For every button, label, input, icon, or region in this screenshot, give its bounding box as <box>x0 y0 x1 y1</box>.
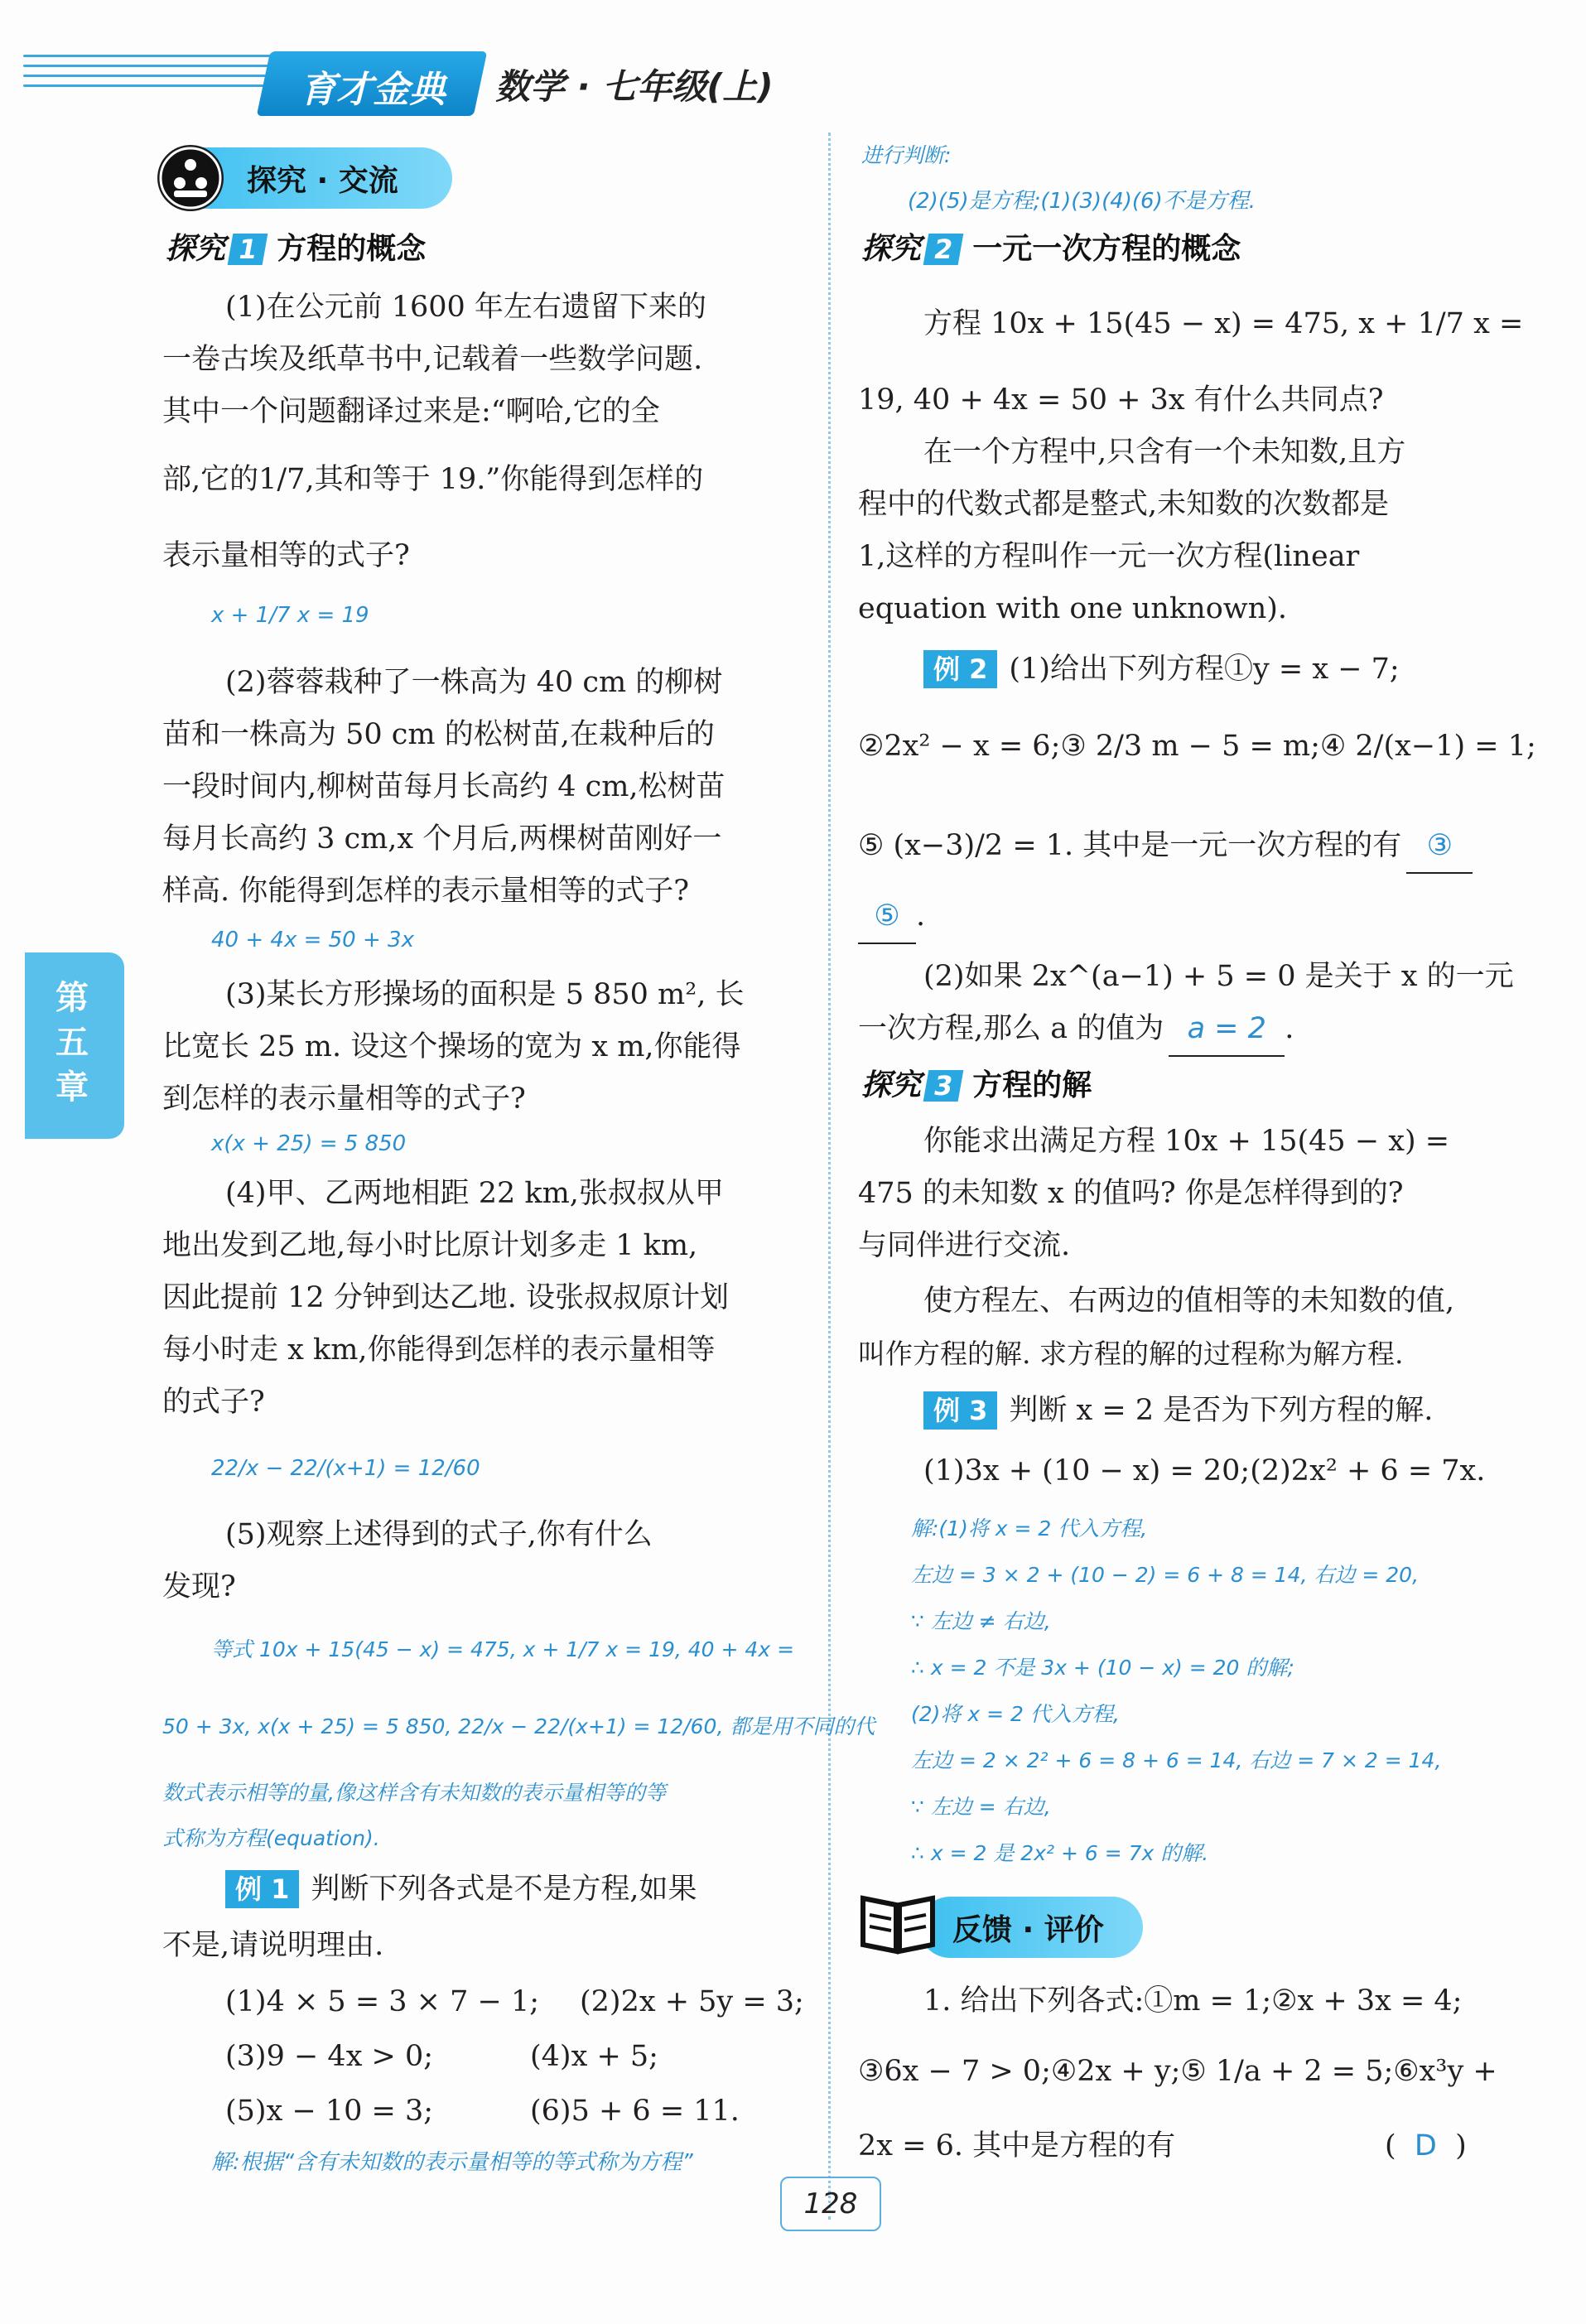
people-icon <box>157 145 224 211</box>
example1-item: (6)5 + 6 = 11. <box>530 2095 740 2128</box>
explore3-number: 3 <box>923 1070 964 1102</box>
example1-line: 不是,请说明理由. <box>162 1929 384 1962</box>
book-icon <box>858 1887 938 1956</box>
answer-1: x + 1/7 x = 19 <box>211 603 369 628</box>
explore2-text: 1,这样的方程叫作一元一次方程(linear <box>858 540 1360 573</box>
q2-line: 每月长高约 3 cm,x 个月后,两棵树苗刚好一 <box>162 822 722 856</box>
example3-solution: ∴ x = 2 不是 3x + (10 − x) = 20 的解; <box>911 1656 1294 1680</box>
example2-answer1-cont: ⑤ <box>858 890 916 944</box>
feedback-q1-answer: D <box>1414 2129 1437 2162</box>
q4-line: 地出发到乙地,每小时比原计划多走 1 km, <box>162 1229 698 1262</box>
q3-line: 比宽长 25 m. 设这个操场的宽为 x m,你能得 <box>162 1030 741 1063</box>
example2-line <box>858 820 1473 874</box>
q3-line: 到怎样的表示量相等的式子? <box>162 1082 526 1116</box>
example2-text: (1)给出下列方程①y = x − 7; <box>1009 653 1400 686</box>
example1-item: (4)x + 5; <box>530 2040 658 2073</box>
feedback-q1-choice: ( D ) <box>1385 2129 1467 2162</box>
example2-line: ⑤ . <box>858 890 925 944</box>
explore2-number: 2 <box>923 234 964 265</box>
example1-item: (1)4 × 5 = 3 × 7 − 1; <box>225 1985 540 2018</box>
example3-label: 例 3 <box>923 1391 997 1430</box>
explore3-text: 你能求出满足方程 10x + 15(45 − x) = <box>923 1125 1450 1158</box>
answer-3: x(x + 25) = 5 850 <box>211 1131 407 1156</box>
chapter-tab-label: 第五章 <box>55 979 89 1107</box>
example3-solution: 左边 = 2 × 2² + 6 = 8 + 6 = 14, 右边 = 7 × 2 = 14, <box>911 1748 1442 1772</box>
example1-item: (3)9 − 4x > 0; <box>225 2040 434 2073</box>
q4-line: 每小时走 x km,你能得到怎样的表示量相等 <box>162 1333 716 1367</box>
section-title-explore: 探究 · 交流 <box>247 164 398 198</box>
explore3-heading <box>861 1062 1092 1104</box>
q4-line: (4)甲、乙两地相距 22 km,张叔叔从甲 <box>225 1177 724 1210</box>
q5-line: (5)观察上述得到的式子,你有什么 <box>225 1518 653 1551</box>
feedback-q1: ③6x − 7 > 0;④2x + y;⑤ 1/a + 2 = 5;⑥x³y + <box>858 2055 1497 2088</box>
explore2-heading <box>861 225 1241 268</box>
example1-solution-cont: 进行判断: <box>861 143 952 167</box>
section-title-feedback: 反馈 · 评价 <box>952 1913 1104 1947</box>
q2-line: 苗和一株高为 50 cm 的松树苗,在栽种后的 <box>162 718 715 751</box>
explore3-text: 475 的未知数 x 的值吗? 你是怎样得到的? <box>858 1177 1404 1210</box>
q1-line: (1)在公元前 1600 年左右遗留下来的 <box>225 291 706 324</box>
example2-label: 例 2 <box>923 650 997 688</box>
explore3-text: 叫作方程的解. 求方程的解的过程称为解方程. <box>858 1338 1404 1370</box>
answer-4: 22/x − 22/(x+1) = 12/60 <box>211 1456 480 1481</box>
example2-line <box>923 644 1400 696</box>
explore1-prefix: 探究 <box>166 232 226 266</box>
example2-answer2: a = 2 <box>1169 1003 1285 1057</box>
example2-line: ②2x² − x = 6;③ 2/3 m − 5 = m;④ 2/(x−1) = 1; <box>858 730 1536 763</box>
example1-text: 判断下列各式是不是方程,如果 <box>311 1873 697 1906</box>
answer-5: 式称为方程(equation). <box>162 1826 380 1850</box>
example3-solution: ∴ x = 2 是 2x² + 6 = 7x 的解. <box>911 1841 1209 1865</box>
q1-line: 其中一个问题翻译过来是:“啊哈,它的全 <box>162 395 660 428</box>
explore2-prefix: 探究 <box>861 232 922 266</box>
example3-line: (1)3x + (10 − x) = 20;(2)2x² + 6 = 7x. <box>923 1454 1486 1487</box>
explore2-text: 19, 40 + 4x = 50 + 3x 有什么共同点? <box>858 383 1384 417</box>
example2-q2: (2)如果 2x^(a−1) + 5 = 0 是关于 x 的一元 <box>923 960 1514 993</box>
example1-solution: 解:根据“含有未知数的表示量相等的等式称为方程” <box>211 2150 693 2175</box>
explore3-text: 使方程左、右两边的值相等的未知数的值, <box>923 1285 1455 1318</box>
feedback-q1: 2x = 6. 其中是方程的有 <box>858 2129 1176 2162</box>
example1-solution-cont: (2)(5)是方程;(1)(3)(4)(6)不是方程. <box>908 189 1256 214</box>
explore2-text: 方程 10x + 15(45 − x) = 475, x + 1/7 x = <box>923 307 1524 340</box>
explore1-heading <box>166 225 426 268</box>
explore2-text: 程中的代数式都是整式,未知数的次数都是 <box>858 488 1390 521</box>
example1-item: (5)x − 10 = 3; <box>225 2095 434 2128</box>
q1-line: 一卷古埃及纸草书中,记载着一些数学问题. <box>162 343 703 376</box>
example2-q2: 一次方程,那么 a 的值为 a = 2 . <box>858 1003 1294 1057</box>
q3-line: (3)某长方形操场的面积是 5 850 m², 长 <box>225 978 745 1011</box>
explore1-number: 1 <box>228 234 268 265</box>
q4-line: 的式子? <box>162 1386 265 1419</box>
header-decor-lines <box>23 55 272 104</box>
answer-5: 数式表示相等的量,像这样含有未知数的表示量相等的等 <box>162 1781 666 1805</box>
example1-label: 例 1 <box>225 1870 299 1908</box>
explore2-text: equation with one unknown). <box>858 592 1288 625</box>
example3-solution: ∵ 左边 = 右边, <box>911 1795 1051 1819</box>
example3-solution: ∵ 左边 ≠ 右边, <box>911 1609 1051 1633</box>
example2-text: ⑤ (x−3)/2 = 1. 其中是一元一次方程的有 <box>858 829 1402 862</box>
explore3-title: 方程的解 <box>972 1068 1092 1102</box>
explore1-title: 方程的概念 <box>277 232 427 266</box>
example3-line <box>923 1385 1433 1437</box>
q5-line: 发现? <box>162 1570 236 1603</box>
answer-5: 50 + 3x, x(x + 25) = 5 850, 22/x − 22/(x+1) = 12/60, 都是用不同的代 <box>162 1714 875 1738</box>
explore2-title: 一元一次方程的概念 <box>972 232 1241 266</box>
example3-solution: 左边 = 3 × 2 + (10 − 2) = 6 + 8 = 14, 右边 = 20, <box>911 1563 1420 1587</box>
q1-line: 表示量相等的式子? <box>162 539 410 572</box>
example2-q2-text: 一次方程,那么 a 的值为 <box>858 1012 1164 1045</box>
example3-solution: (2)将 x = 2 代入方程, <box>911 1702 1120 1726</box>
header-subject: 数学 · 七年级(上) <box>495 66 774 107</box>
q1-line: 部,它的1/7,其和等于 19.”你能得到怎样的 <box>162 463 704 496</box>
explore3-text: 与同伴进行交流. <box>858 1229 1071 1262</box>
header-brand: 育才金典 <box>300 69 446 111</box>
q2-line: (2)蓉蓉栽种了一株高为 40 cm 的柳树 <box>225 666 723 699</box>
explore3-prefix: 探究 <box>861 1068 922 1102</box>
q4-line: 因此提前 12 分钟到达乙地. 设张叔叔原计划 <box>162 1281 730 1314</box>
column-divider <box>828 133 831 2220</box>
answer-2: 40 + 4x = 50 + 3x <box>211 928 414 952</box>
example3-solution: 解:(1)将 x = 2 代入方程, <box>911 1516 1148 1540</box>
example3-text: 判断 x = 2 是否为下列方程的解. <box>1009 1394 1434 1427</box>
explore2-text: 在一个方程中,只含有一个未知数,且方 <box>923 436 1406 469</box>
example1-line <box>225 1864 697 1916</box>
q2-line: 样高. 你能得到怎样的表示量相等的式子? <box>162 875 690 908</box>
q2-line: 一段时间内,柳树苗每月长高约 4 cm,松树苗 <box>162 770 726 803</box>
page-number: 128 <box>780 2177 881 2231</box>
answer-5: 等式 10x + 15(45 − x) = 475, x + 1/7 x = 19, 40 + 4x = <box>211 1637 795 1661</box>
example2-answer1: ③ <box>1406 820 1473 874</box>
example1-item: (2)2x + 5y = 3; <box>580 1985 804 2018</box>
feedback-q1: 1. 给出下列各式:①m = 1;②x + 3x = 4; <box>923 1984 1463 2018</box>
